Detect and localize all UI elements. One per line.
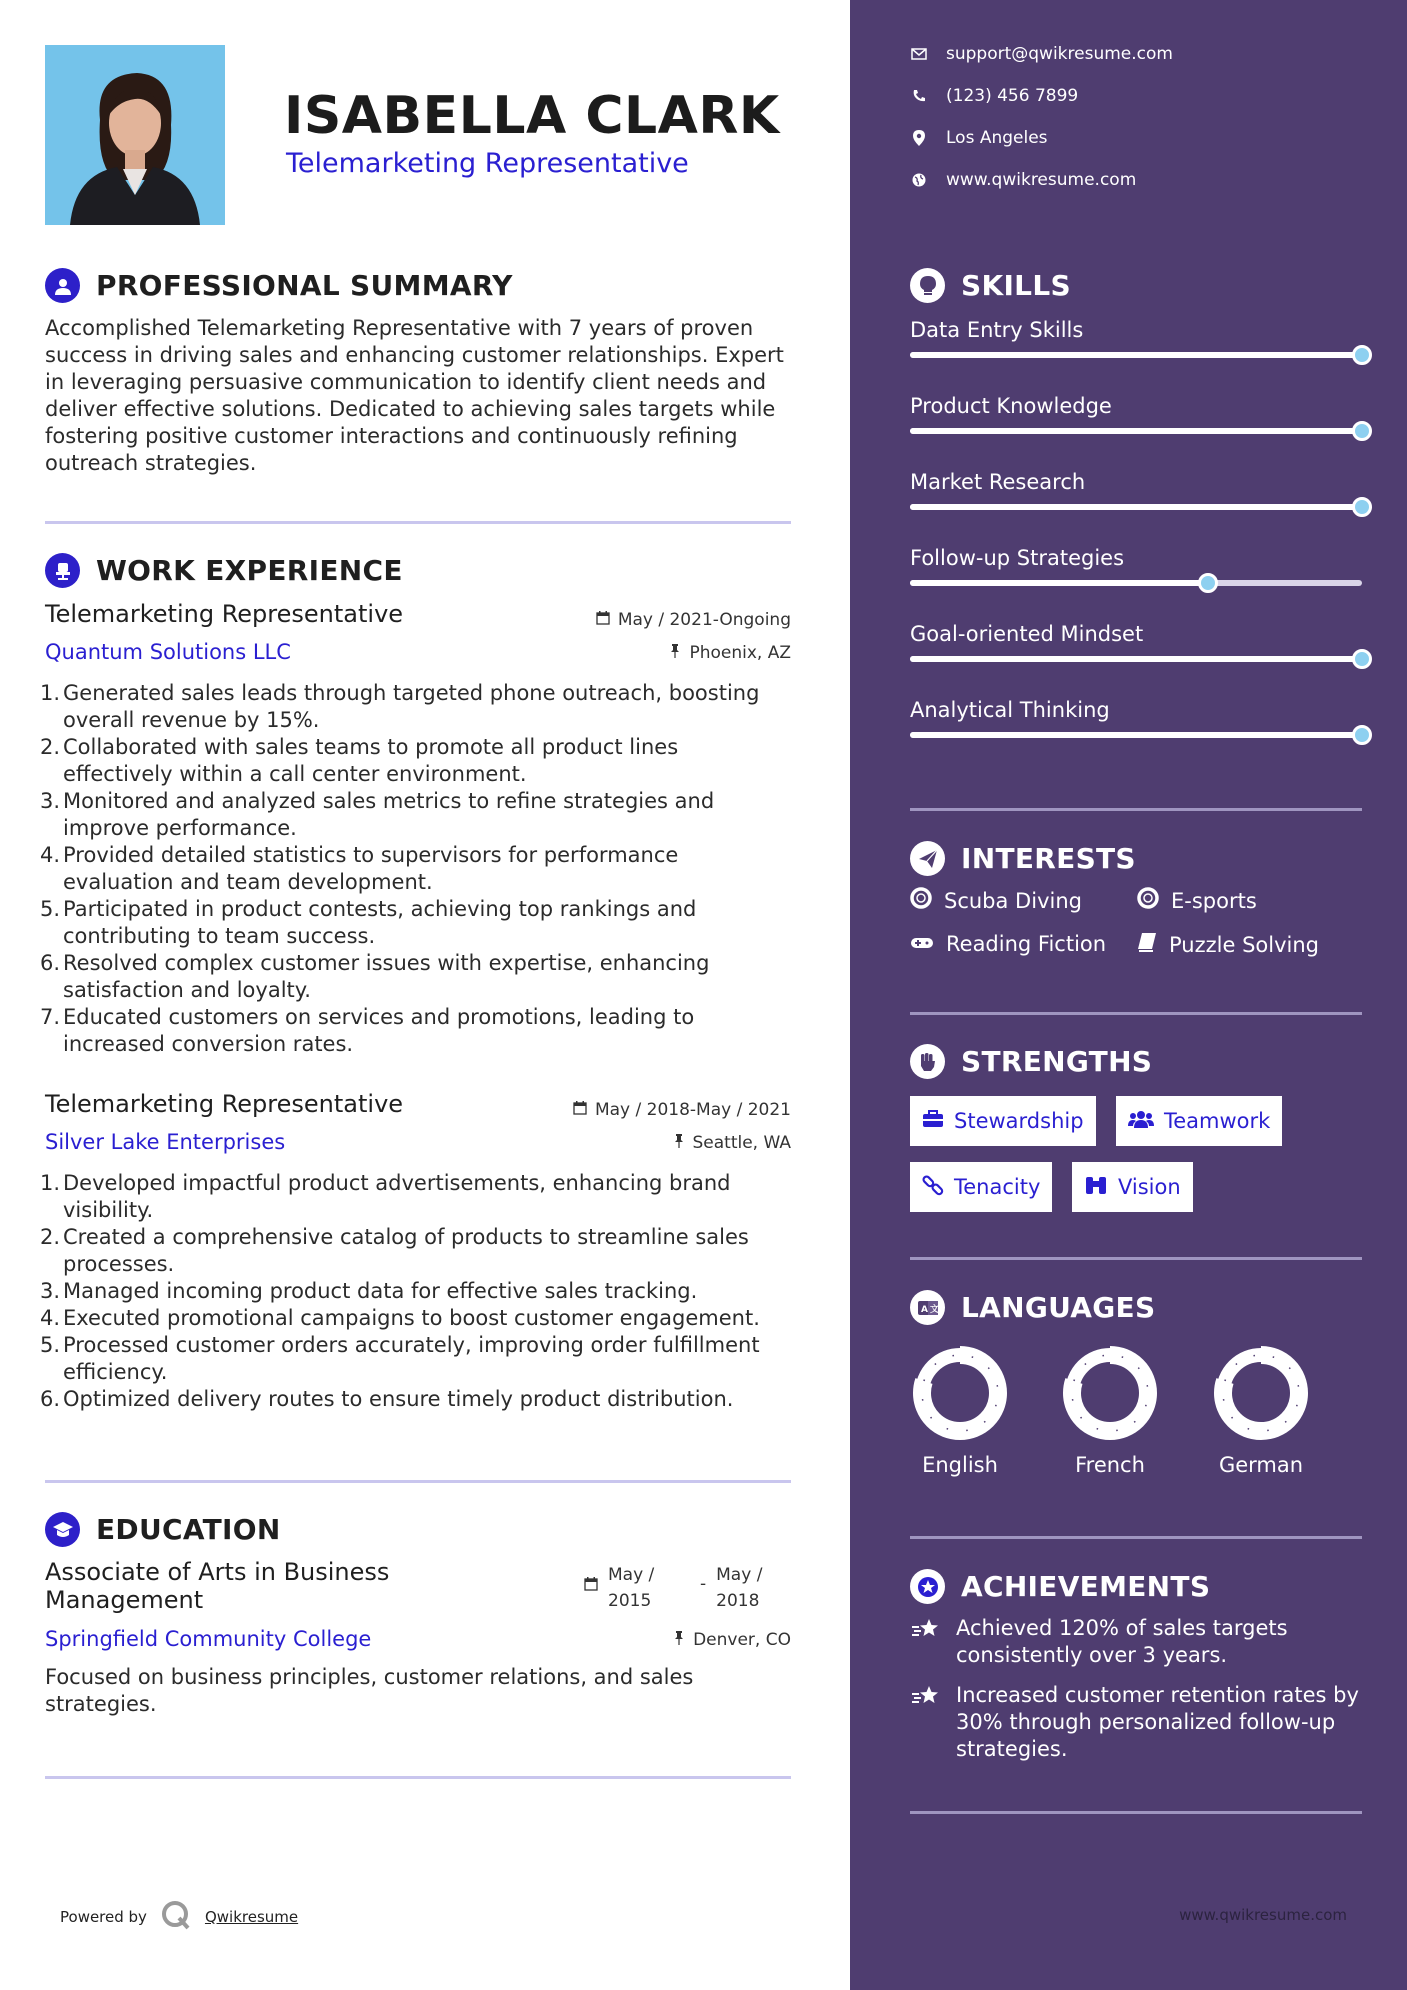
interest-label: Puzzle Solving: [1169, 932, 1319, 957]
skill-bar-fill: [910, 656, 1362, 662]
list-item: 4. Executed promotional campaigns to boost customer engagement.: [40, 1306, 760, 1330]
skill-label: Follow-up Strategies: [910, 546, 1125, 570]
list-item: 2. Collaborated with sales teams to promote all product lines effectively within a call center environment.: [40, 735, 679, 786]
list-item: 5. Participated in product contests, achieving top rankings and contributing to team success.: [40, 897, 697, 948]
education-heading: [45, 1512, 281, 1547]
experience-title: WORK EXPERIENCE: [96, 554, 403, 587]
strengths-heading: [910, 1044, 1152, 1079]
powered-by-label: Powered by: [60, 1908, 147, 1926]
brand-link[interactable]: Qwikresume: [204, 1908, 299, 1926]
job-location-text: Seattle, WA: [692, 1133, 791, 1153]
summary-text: Accomplished Telemarketing Representative with 7 years of proven success in driving sales and enhancing customer relationships. Expert in leveraging persuasive communication to identify client needs and deliver effective solutions. Dedicated to achieving sales targets while fostering positive customer interactions and continuously refining outreach strategies.: [45, 316, 784, 475]
lifebuoy-icon: [1137, 887, 1159, 914]
candidate-role: Telemarketing Representative: [286, 148, 689, 179]
start-date: May / 2015: [608, 1565, 655, 1611]
languages-heading: [910, 1290, 1155, 1325]
gamepad-icon: [910, 932, 934, 956]
contact-phone: [910, 86, 1078, 106]
achievement-text: Increased customer retention rates by 30% through personalized follow-up strategies.: [956, 1683, 1359, 1761]
strength-label: Tenacity: [954, 1175, 1041, 1199]
summary-title: PROFESSIONAL SUMMARY: [96, 269, 513, 302]
skill-bar-fill: [910, 428, 1362, 434]
interest-item: [1137, 932, 1319, 957]
strength-chip: [1116, 1096, 1282, 1146]
powered-by: [60, 1900, 298, 1934]
interest-item: [910, 932, 1106, 956]
footer-url[interactable]: www.qwikresume.com: [1179, 1906, 1347, 1924]
job-title: Telemarketing Representative: [45, 1090, 404, 1118]
language-item: [900, 1343, 1020, 1477]
job-duties: [40, 1170, 790, 1413]
job-title: Telemarketing Representative: [45, 600, 404, 628]
job-location: [669, 643, 791, 663]
link-icon: [922, 1174, 944, 1201]
star-badge-icon: [910, 1569, 945, 1604]
language-item: [1201, 1343, 1321, 1477]
calendar-icon: [584, 1576, 598, 1596]
lightbulb-icon: [910, 268, 945, 303]
language-icon: [910, 1290, 945, 1325]
languages-title: LANGUAGES: [961, 1291, 1156, 1324]
skills-heading: [910, 268, 1071, 303]
skill-item: [910, 622, 1362, 646]
shooting-star-icon: [910, 1615, 942, 1642]
language-label: German: [1218, 1453, 1304, 1477]
profile-photo: [45, 45, 225, 225]
pin-icon: [673, 1630, 685, 1650]
svg-text:A: A: [920, 1304, 928, 1315]
globe-icon: [910, 171, 928, 189]
skill-item: [910, 470, 1362, 494]
skill-item: [910, 698, 1362, 722]
list-item: 1. Generated sales leads through targeted phone outreach, boosting overall revenue by 15%.: [40, 681, 760, 732]
strength-chip: [1072, 1162, 1193, 1212]
skill-bar: [910, 580, 1362, 586]
date-dash: -: [700, 1574, 707, 1594]
list-item: 1. Developed impactful product advertisements, enhancing brand visibility.: [40, 1171, 731, 1222]
job-duties: [40, 680, 790, 1058]
experience-heading: [45, 553, 403, 588]
website-text[interactable]: www.qwikresume.com: [946, 170, 1137, 190]
skill-level-knob: [1352, 345, 1372, 365]
skill-bar: [910, 656, 1362, 662]
interest-label: Reading Fiction: [946, 932, 1107, 956]
job-date: [596, 610, 791, 630]
divider: [910, 1012, 1362, 1015]
degree-title: Associate of Arts in Business Management: [45, 1558, 390, 1614]
strength-label: Vision: [1118, 1175, 1181, 1199]
divider: [910, 1257, 1362, 1260]
calendar-icon: [573, 1100, 587, 1120]
interests-title: INTERESTS: [961, 842, 1136, 875]
skill-item: [910, 546, 1362, 570]
email-text[interactable]: support@qwikresume.com: [946, 44, 1173, 64]
achievement-text: Achieved 120% of sales targets consistently over 3 years.: [956, 1616, 1288, 1667]
contact-location: [910, 128, 1048, 148]
language-item: [1050, 1343, 1170, 1477]
achievements-heading: [910, 1569, 1210, 1604]
skill-level-knob: [1352, 421, 1372, 441]
education-title: EDUCATION: [96, 1513, 281, 1546]
skill-label: Product Knowledge: [910, 394, 1112, 418]
skill-bar-fill: [910, 580, 1208, 586]
education-location-text: Denver, CO: [693, 1630, 791, 1650]
phone-text: (123) 456 7899: [946, 86, 1079, 106]
list-item: 7. Educated customers on services and promotions, leading to increased conversion rates.: [40, 1005, 695, 1056]
qwikresume-logo-icon: [161, 1900, 191, 1934]
skill-bar: [910, 504, 1362, 510]
job-location-text: Phoenix, AZ: [689, 643, 791, 663]
list-item: 6. Resolved complex customer issues with expertise, enhancing satisfaction and loyalty.: [40, 951, 710, 1002]
skills-title: SKILLS: [961, 269, 1071, 302]
paper-plane-icon: [910, 841, 945, 876]
strength-chip: [910, 1162, 1052, 1212]
contact-email: [910, 44, 1173, 64]
job-date-text: May / 2018-May / 2021: [594, 1100, 791, 1120]
company-name: Quantum Solutions LLC: [45, 640, 291, 664]
language-label: English: [922, 1453, 998, 1477]
language-label: French: [1075, 1453, 1145, 1477]
skill-bar-fill: [910, 732, 1362, 738]
school-name: Springfield Community College: [45, 1627, 372, 1651]
achievement-item: [910, 1682, 1370, 1763]
achievements-title: ACHIEVEMENTS: [961, 1570, 1211, 1603]
candidate-name: ISABELLA CLARK: [284, 86, 780, 146]
shooting-star-icon: [910, 1682, 942, 1709]
education-date: [584, 1562, 762, 1614]
list-item: 4. Provided detailed statistics to supervisors for performance evaluation and team development.: [40, 843, 679, 894]
interest-label: E-sports: [1171, 888, 1257, 913]
skill-bar-fill: [910, 504, 1362, 510]
language-donut: [1060, 1343, 1160, 1443]
lifebuoy-icon: [910, 887, 932, 914]
language-donut: [1211, 1343, 1311, 1443]
book-icon: [1137, 932, 1157, 957]
achievement-item: [910, 1615, 1370, 1669]
skill-level-knob: [1352, 649, 1372, 669]
divider: [910, 1811, 1362, 1814]
chair-icon: [45, 553, 80, 588]
interest-item: [910, 887, 1082, 914]
strengths-title: STRENGTHS: [961, 1045, 1153, 1078]
location-text: Los Angeles: [946, 128, 1048, 148]
interest-item: [1137, 887, 1257, 914]
pin-icon: [669, 643, 681, 663]
strength-label: Teamwork: [1164, 1109, 1271, 1133]
envelope-icon: [910, 45, 928, 63]
briefcase-icon: [922, 1109, 944, 1133]
svg-text:文: 文: [929, 1304, 939, 1315]
skill-bar: [910, 352, 1362, 358]
contact-website: [910, 170, 1136, 190]
skill-bar-fill: [910, 352, 1362, 358]
users-icon: [1128, 1109, 1154, 1134]
skill-level-knob: [1352, 725, 1372, 745]
divider: [45, 521, 791, 524]
job-date-text: May / 2021-Ongoing: [617, 610, 791, 630]
job-date: [573, 1100, 791, 1120]
skill-label: Goal-oriented Mindset: [910, 622, 1144, 646]
list-item: 5. Processed customer orders accurately, improving order fulfillment efficiency.: [40, 1333, 760, 1384]
list-item: 3. Monitored and analyzed sales metrics to refine strategies and improve performance.: [40, 789, 715, 840]
skill-item: [910, 318, 1362, 342]
list-item: 2. Created a comprehensive catalog of products to streamline sales processes.: [40, 1225, 749, 1276]
divider: [45, 1480, 791, 1483]
job-location: [673, 1133, 792, 1153]
graduation-icon: [45, 1512, 80, 1547]
skill-label: Analytical Thinking: [910, 698, 1110, 722]
language-donut: [910, 1343, 1010, 1443]
education-location: [673, 1630, 791, 1650]
interest-label: Scuba Diving: [944, 888, 1082, 913]
strength-chip: [910, 1096, 1096, 1146]
list-item: 3. Managed incoming product data for effective sales tracking.: [40, 1279, 698, 1303]
skill-item: [910, 394, 1362, 418]
fist-icon: [910, 1044, 945, 1079]
binoculars-icon: [1084, 1175, 1108, 1200]
education-text: Focused on business principles, customer relations, and sales strategies.: [45, 1665, 694, 1716]
divider: [910, 1536, 1362, 1539]
skill-bar: [910, 428, 1362, 434]
end-date: May / 2018: [716, 1565, 763, 1611]
skill-label: Market Research: [910, 470, 1086, 494]
skill-label: Data Entry Skills: [910, 318, 1084, 342]
pin-icon: [673, 1133, 685, 1153]
map-marker-icon: [910, 129, 928, 147]
phone-icon: [910, 87, 928, 105]
skill-bar: [910, 732, 1362, 738]
user-icon: [45, 268, 80, 303]
company-name: Silver Lake Enterprises: [45, 1130, 286, 1154]
calendar-icon: [596, 610, 610, 630]
summary-heading: [45, 268, 513, 303]
divider: [910, 808, 1362, 811]
list-item: 6. Optimized delivery routes to ensure timely product distribution.: [40, 1387, 734, 1411]
strength-label: Stewardship: [954, 1109, 1084, 1133]
interests-heading: [910, 841, 1136, 876]
divider: [45, 1776, 791, 1779]
skill-level-knob: [1352, 497, 1372, 517]
